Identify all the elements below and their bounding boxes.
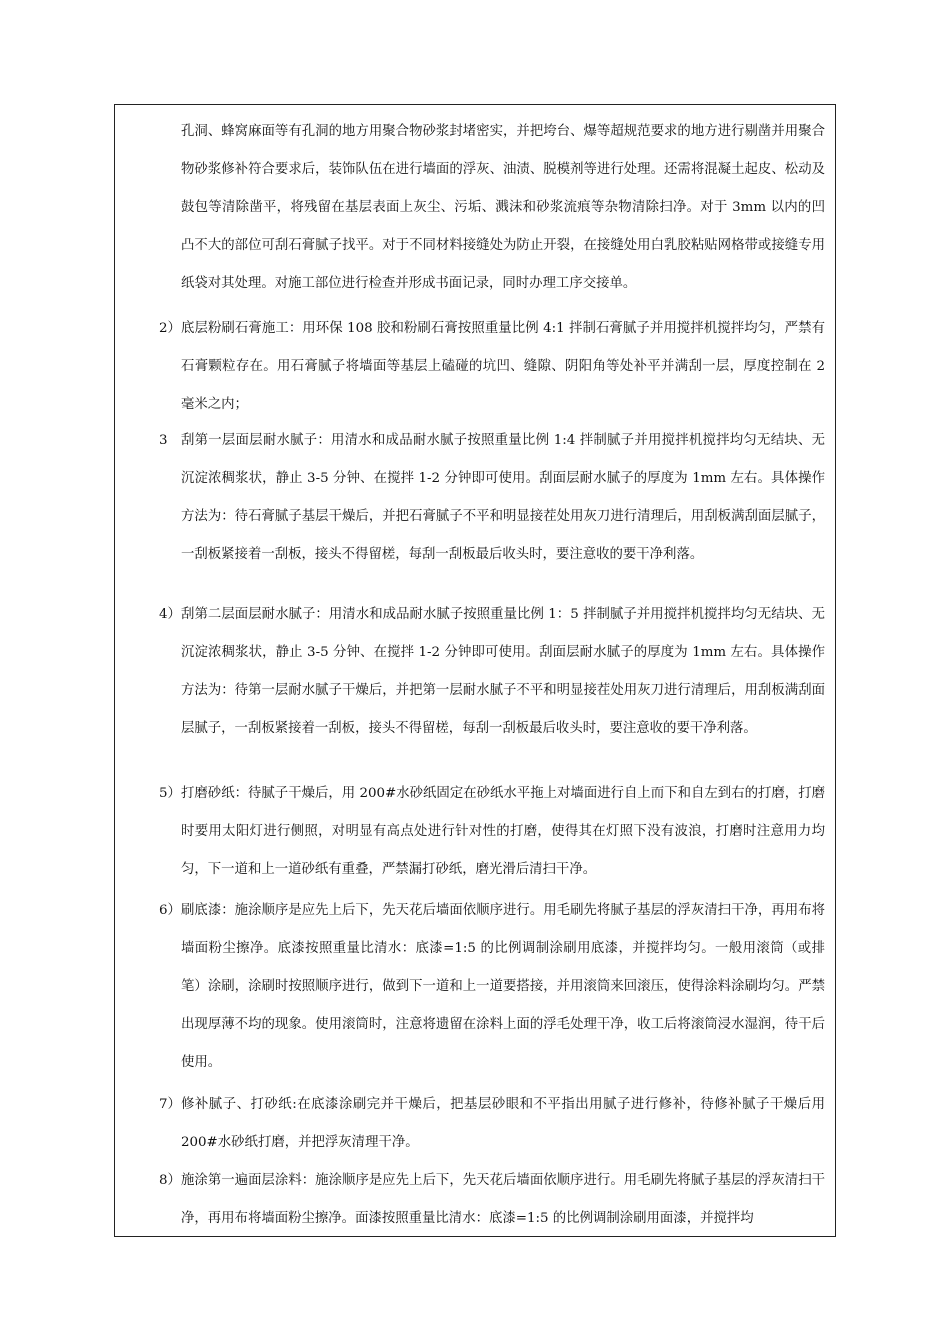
document-frame xyxy=(114,104,836,1237)
paragraph-item-7 xyxy=(115,1086,837,1162)
item-marker: 5） xyxy=(159,786,181,801)
item-marker: 4） xyxy=(159,607,181,622)
paragraph-item-8 xyxy=(115,1162,837,1238)
paragraph-text: 修补腻子、打砂纸:在底漆涂刷完并干燥后，把基层砂眼和不平指出用腻子进行修补，待修补腻子干燥后用 200#水砂纸打磨，并把浮灰清理干净。 xyxy=(181,1097,825,1150)
item-marker: 3 xyxy=(159,433,168,448)
paragraph-text: 孔洞、蜂窝麻面等有孔洞的地方用聚合物砂浆封堵密实，并把垮台、爆等超规范要求的地方进行剔凿并用聚合物砂浆修补符合要求后，装饰队伍在进行墙面的浮灰、油渍、脱模剂等进行处理。还需将混凝土起皮、松动及鼓包等清除凿平，将残留在基层表面上灰尘、污垢、溅沫和砂浆流痕等杂物清除扫净。对于 3mm 以内的凹凸不大的部位可刮石膏腻子找平。对于不同材料接缝处为防止开裂，在接缝处用白乳胶粘贴网格带或接缝专用纸袋对其处理。对施工部位进行检查并形成书面记录，同时办理工序交接单。 xyxy=(181,124,825,291)
paragraph-text: 刮第二层面层耐水腻子：用清水和成品耐水腻子按照重量比例 1：5 拌制腻子并用搅拌机搅拌均匀无结块、无沉淀浓稠浆状，静止 3-5 分钟、在搅拌 1-2 分钟即可使用。刮面层耐水腻子的厚度为 1mm 左右。具体操作方法为：待第一层耐水腻子干燥后，并把第一层耐水腻子不平和明显接茬处用灰刀进行清理后，用刮板满刮面层腻子，一刮板紧接着一刮板，接头不得留槎，每刮一刮板最后收头时，要注意收的要干净利落。 xyxy=(181,607,825,736)
paragraph-item-3 xyxy=(115,422,837,574)
paragraph-text: 打磨砂纸：待腻子干燥后，用 200#水砂纸固定在砂纸水平拖上对墙面进行自上而下和自左到右的打磨，打磨时要用太阳灯进行侧照，对明显有高点处进行针对性的打磨，使得其在灯照下没有波浪，打磨时注意用力均匀，下一道和上一道砂纸有重叠，严禁漏打砂纸，磨光滑后清扫干净。 xyxy=(181,786,825,877)
paragraph-text: 刮第一层面层耐水腻子：用清水和成品耐水腻子按照重量比例 1:4 拌制腻子并用搅拌机搅拌均匀无结块、无沉淀浓稠浆状，静止 3-5 分钟、在搅拌 1-2 分钟即可使用。刮面层耐水腻子的厚度为 1mm 左右。具体操作方法为：待石膏腻子基层干燥后，并把石膏腻子不平和明显接茬处用灰刀进行清理后，用刮板满刮面层腻子，一刮板紧接着一刮板，接头不得留槎，每刮一刮板最后收头时，要注意收的要干净利落。 xyxy=(181,433,825,562)
item-marker: 6） xyxy=(159,903,181,918)
paragraph-item-2 xyxy=(115,310,837,424)
item-marker: 8） xyxy=(159,1173,181,1188)
paragraph-text: 施涂第一遍面层涂料：施涂顺序是应先上后下，先天花后墙面依顺序进行。用毛刷先将腻子基层的浮灰清扫干净，再用布将墙面粉尘擦净。面漆按照重量比清水：底漆=1:5 的比例调制涂刷用面漆，并搅拌均 xyxy=(181,1173,825,1226)
paragraph-item-6 xyxy=(115,892,837,1082)
item-marker: 2） xyxy=(159,321,181,336)
item-marker: 7） xyxy=(159,1097,181,1112)
paragraph-text: 刷底漆：施涂顺序是应先上后下，先天花后墙面依顺序进行。用毛刷先将腻子基层的浮灰清扫干净，再用布将墙面粉尘擦净。底漆按照重量比清水：底漆=1:5 的比例调制涂刷用底漆，并搅拌均匀。一般用滚筒（或排笔）涂刷，涂刷时按照顺序进行，做到下一道和上一道要搭接，并用滚筒来回滚压，使得涂料涂刷均匀。严禁出现厚薄不均的现象。使用滚筒时，注意将遗留在涂料上面的浮毛处理干净，收工后将滚筒浸水湿润，待干后使用。 xyxy=(181,903,825,1070)
paragraph-1-continuation xyxy=(115,113,837,303)
paragraph-item-4 xyxy=(115,596,837,748)
paragraph-text: 底层粉刷石膏施工：用环保 108 胶和粉刷石膏按照重量比例 4:1 拌制石膏腻子并用搅拌机搅拌均匀，严禁有石膏颗粒存在。用石膏腻子将墙面等基层上磕碰的坑凹、缝隙、阴阳角等处补平并满刮一层，厚度控制在 2 毫米之内； xyxy=(181,321,825,412)
paragraph-item-5 xyxy=(115,775,837,889)
